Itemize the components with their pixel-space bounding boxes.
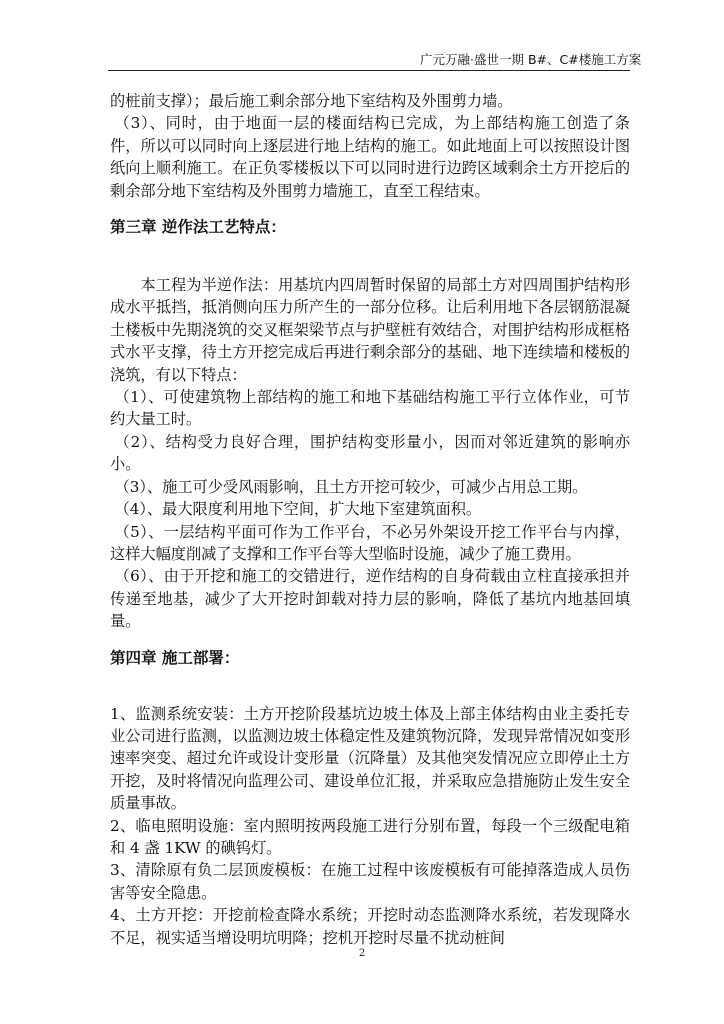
deployment-item-3: 3、清除原有负二层顶废模板：在施工过程中该废模板有可能掉落造成人员伤害等安全隐患。 [110,861,630,902]
document-body [110,90,630,949]
header-divider [108,70,630,71]
feature-item-4: （4）、最大限度利用地下空间，扩大地下室建筑面积。 [114,500,482,519]
deployment-item-1: 1、监测系统安装：土方开挖阶段基坑边坡土体及上部主体结构由业主委托专业公司进行监测，以监测边坡土体稳定性及建筑物沉降，发现异常情况如变形速率突变、超过允许或设计变形量（沉降量）及其他突发情况应立即停止土方开挖，及时将情况向监理公司、建设单位汇报，并采取应急措施防止发生安全质量事故。 [110,704,630,813]
deployment-item-4: 4、土方开挖：开挖前检查降水系统；开挖时动态监测降水系统，若发现降水不足，视实适当增设明坑明降；挖机开挖时尽量不扰动桩间 [110,906,630,947]
feature-item-2: （2）、结构受力良好合理，围护结构变形量小，因而对邻近建筑的影响亦小。 [110,432,630,474]
feature-item-6: （6）、由于开挖和施工的交错进行，逆作结构的自身荷载由立柱直接承担并传递至地基，减少了大开挖时卸载对持力层的影响，降低了基坑内地基回填量。 [110,567,630,631]
deployment-item-2: 2、临电照明设施：室内照明按两段施工进行分别布置，每段一个三级配电箱和 4 盏 1KW 的碘钨灯。 [110,816,630,857]
chapter-4-heading: 第四章 施工部署： [110,648,240,667]
page-number: 2 [358,948,366,959]
document-header-title: 广元万融·盛世一期 B#、C#楼施工方案 [420,52,642,67]
feature-item-1: （1）、可使建筑物上部结构的施工和地下基础结构施工平行立体作业，可节约大量工时。 [110,388,630,429]
feature-item-3: （3）、施工可少受风雨影响，且土方开挖可较少，可减少占用总工期。 [114,477,588,496]
chapter-3-lead-paragraph: 本工程为半逆作法：用基坑内四周暂时保留的局部土方对四周围护结构形成水平抵挡，抵消侧向压力所产生的一部分位移。让后利用地下各层钢筋混凝土楼板中先期浇筑的交叉框架梁节点与护壁桩有效结合，对围护结构形成框格式水平支撑，待土方开挖完成后再进行剩余部分的基础、地下连续墙和楼板的浇筑，有以下特点： [110,276,630,384]
paragraph-continuation: 的桩前支撑）；最后施工剩余部分地下室结构及外围剪力墙。 [110,92,513,110]
paragraph-step-3: （3）、同时，由于地面一层的楼面结构已完成，为上部结构施工创造了条件，所以可以同时向上逐层进行地上结构的施工。如此地面上可以按照设计图纸向上顺利施工。在正负零楼板以下可以同时进行边跨区域剩余土方开挖后的剩余部分地下室结构及外围剪力墙施工，直至工程结束。 [110,114,630,200]
chapter-3-heading: 第三章 逆作法工艺特点： [110,218,286,237]
feature-item-5: （5）、一层结构平面可作为工作平台，不必另外架设开挖工作平台与内撑，这样大幅度削减了支撑和工作平台等大型临时设施，减少了施工费用。 [110,522,630,563]
